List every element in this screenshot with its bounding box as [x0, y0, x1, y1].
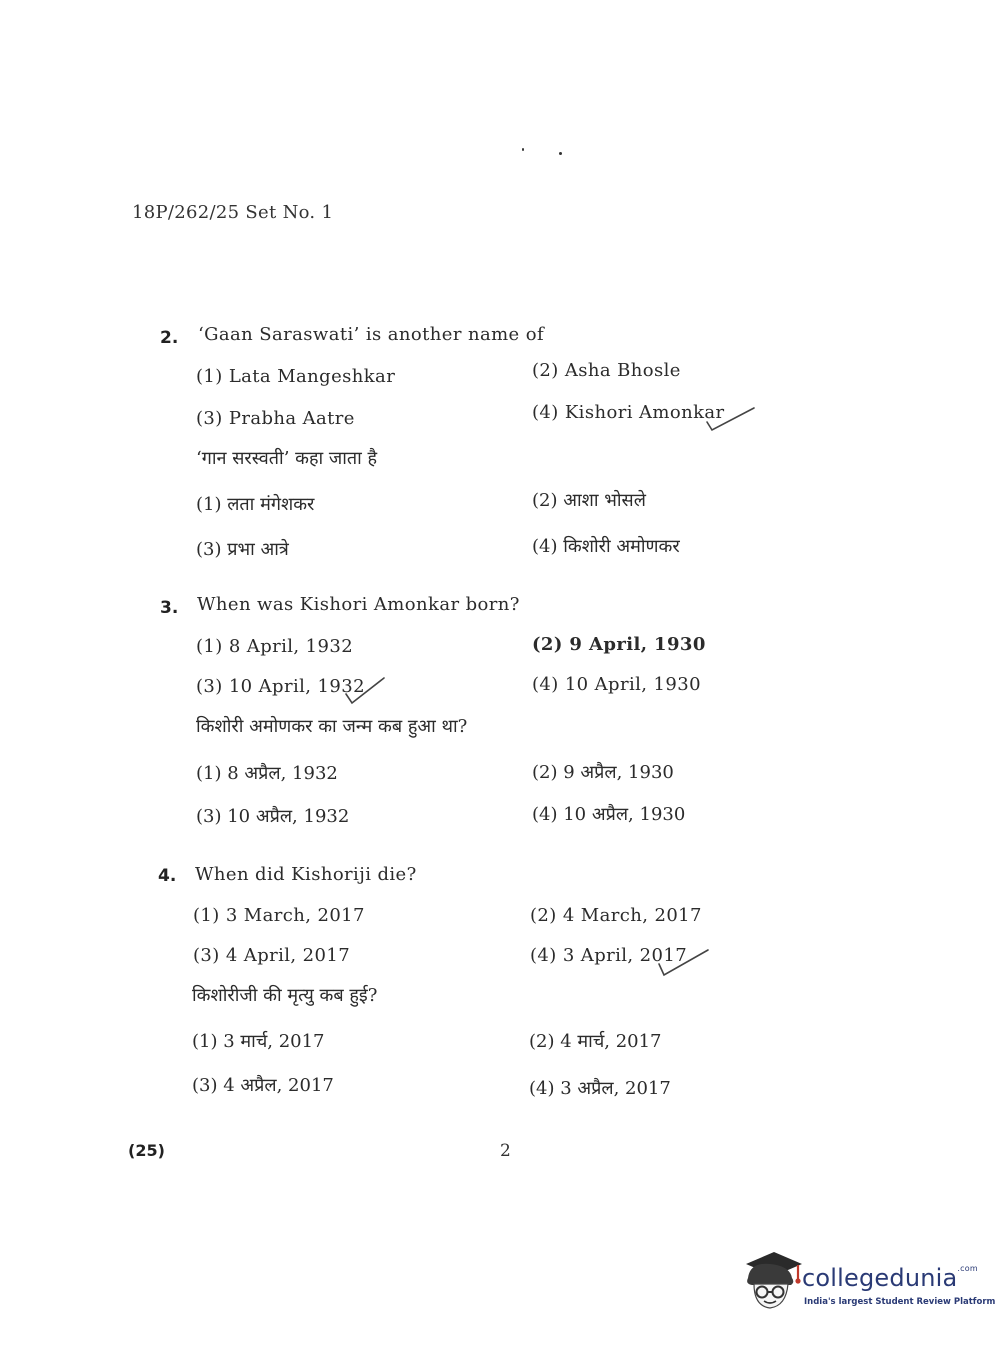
page-number: 2 — [500, 1141, 511, 1161]
option-2-en: (2) 9 April, 1930 — [532, 634, 706, 655]
question-text-en: When was Kishori Amonkar born? — [197, 594, 520, 615]
option-2-en: (2) 4 March, 2017 — [530, 905, 702, 926]
option-2-hi: (2) 9 अप्रैल, 1930 — [532, 762, 674, 783]
option-3-hi: (3) प्रभा आत्रे — [196, 539, 289, 560]
option-4-hi: (4) 10 अप्रैल, 1930 — [532, 804, 686, 825]
option-3-hi: (3) 4 अप्रैल, 2017 — [192, 1075, 334, 1096]
question-number: 4. — [158, 866, 177, 886]
option-3-en: (3) 4 April, 2017 — [193, 945, 351, 966]
check-mark-icon — [656, 944, 712, 978]
option-3-en: (3) 10 April, 1932 — [196, 676, 365, 697]
option-1-hi: (1) 3 मार्च, 2017 — [192, 1031, 325, 1052]
student-mascot-icon — [742, 1248, 804, 1314]
option-3-en: (3) Prabha Aatre — [196, 408, 355, 429]
option-4-en: (4) 3 April, 2017 — [530, 945, 688, 966]
logo-tagline: India's largest Student Review Platform — [804, 1297, 996, 1307]
question-number: 2. — [160, 328, 179, 348]
scan-specks — [518, 144, 568, 158]
option-2-hi: (2) आशा भोसले — [532, 490, 646, 511]
option-4-en: (4) Kishori Amonkar — [532, 402, 725, 423]
option-1-en: (1) Lata Mangeshkar — [196, 366, 396, 387]
question-text-hi: किशोरीजी की मृत्यु कब हुई? — [192, 985, 378, 1006]
question-text-en: ‘Gaan Saraswati’ is another name of — [198, 324, 545, 345]
logo-wordmark: collegedunia$^{.com}$ — [802, 1264, 978, 1292]
option-4-en: (4) 10 April, 1930 — [532, 674, 701, 695]
paper-code-header: 18P/262/25 Set No. 1 — [132, 202, 334, 223]
option-1-en: (1) 8 April, 1932 — [196, 636, 354, 657]
option-3-hi: (3) 10 अप्रैल, 1932 — [196, 806, 350, 827]
footer-code: (25) — [128, 1141, 165, 1160]
collegedunia-logo — [742, 1248, 996, 1314]
option-4-hi: (4) किशोरी अमोणकर — [532, 536, 680, 557]
option-1-en: (1) 3 March, 2017 — [193, 905, 365, 926]
option-1-hi: (1) 8 अप्रैल, 1932 — [196, 763, 338, 784]
option-2-hi: (2) 4 मार्च, 2017 — [529, 1031, 662, 1052]
check-mark-icon — [342, 674, 388, 706]
question-number: 3. — [160, 598, 179, 618]
question-text-hi: ‘गान सरस्वती’ कहा जाता है — [196, 448, 378, 469]
question-text-en: When did Kishoriji die? — [195, 864, 417, 885]
option-4-hi: (4) 3 अप्रैल, 2017 — [529, 1078, 671, 1099]
question-text-hi: किशोरी अमोणकर का जन्म कब हुआ था? — [196, 716, 468, 737]
check-mark-icon — [704, 402, 758, 432]
option-2-en: (2) Asha Bhosle — [532, 360, 681, 381]
option-1-hi: (1) लता मंगेशकर — [196, 494, 315, 515]
